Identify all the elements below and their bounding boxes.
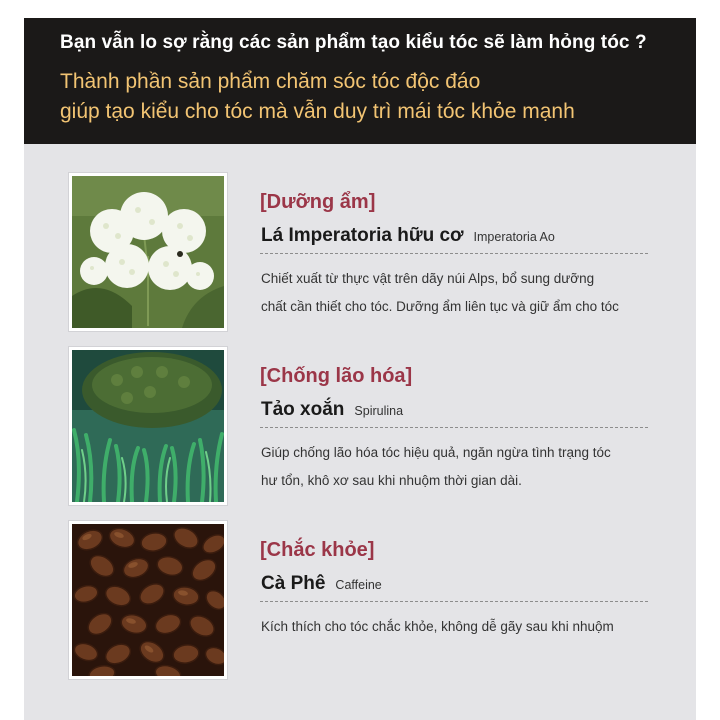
header-title: Bạn vẫn lo sợ rằng các sản phẩm tạo kiểu tóc sẽ làm hỏng tóc ?: [60, 32, 647, 53]
ingredient-tag: [Chống lão hóa]: [260, 365, 413, 387]
ingredients-panel: [24, 144, 696, 720]
ingredient-name-text: Lá Imperatoria hữu cơ: [261, 225, 464, 246]
description-line: Kích thích cho tóc chắc khỏe, không dễ gãy sau khi nhuộm: [261, 619, 614, 634]
ingredient-tag: [Chắc khỏe]: [260, 539, 375, 561]
header-banner: [24, 18, 696, 144]
ingredient-name: [261, 573, 382, 595]
ingredient-item-moisturize: [24, 173, 696, 331]
ingredient-description: [261, 439, 661, 495]
description-line: hư tổn, khô xơ sau khi nhuộm thời gian dài.: [261, 473, 522, 488]
description-line: Chiết xuất từ thực vật trên dãy núi Alps, bổ sung dưỡng: [261, 271, 595, 286]
seaweed-image: [69, 347, 227, 505]
ingredient-item-strengthen: [24, 521, 696, 679]
coffee-image: [69, 521, 227, 679]
flower-image: [69, 173, 227, 331]
ingredient-name-text: Cà Phê: [261, 573, 326, 594]
ingredient-tag: [Dưỡng ẩm]: [260, 191, 376, 213]
header-subtitle-line2: giúp tạo kiểu cho tóc mà vẫn duy trì mái tóc khỏe mạnh: [60, 100, 575, 123]
ingredient-name-text: Tảo xoắn: [261, 399, 345, 420]
ingredient-item-anti-aging: [24, 347, 696, 505]
description-line: chất cần thiết cho tóc. Dưỡng ẩm liên tục và giữ ẩm cho tóc: [261, 299, 619, 314]
dashed-divider: [260, 253, 648, 254]
ingredient-latin-name: Caffeine: [335, 578, 382, 592]
ingredient-description: [261, 265, 661, 321]
white-flower-cluster-icon: [72, 176, 224, 328]
header-subtitle-line1: Thành phần sản phẩm chăm sóc tóc độc đáo: [60, 70, 481, 93]
dashed-divider: [260, 601, 648, 602]
ingredient-name: [261, 225, 555, 247]
dashed-divider: [260, 427, 648, 428]
ingredient-name: [261, 399, 403, 421]
ingredient-latin-name: Spirulina: [354, 404, 404, 418]
ingredient-description: [261, 613, 661, 641]
green-seaweed-icon: [72, 350, 224, 502]
coffee-beans-icon: [72, 524, 224, 676]
description-line: Giúp chống lão hóa tóc hiệu quả, ngăn ngừa tình trạng tóc: [261, 445, 611, 460]
ingredient-latin-name: Imperatoria Ao: [473, 230, 555, 244]
